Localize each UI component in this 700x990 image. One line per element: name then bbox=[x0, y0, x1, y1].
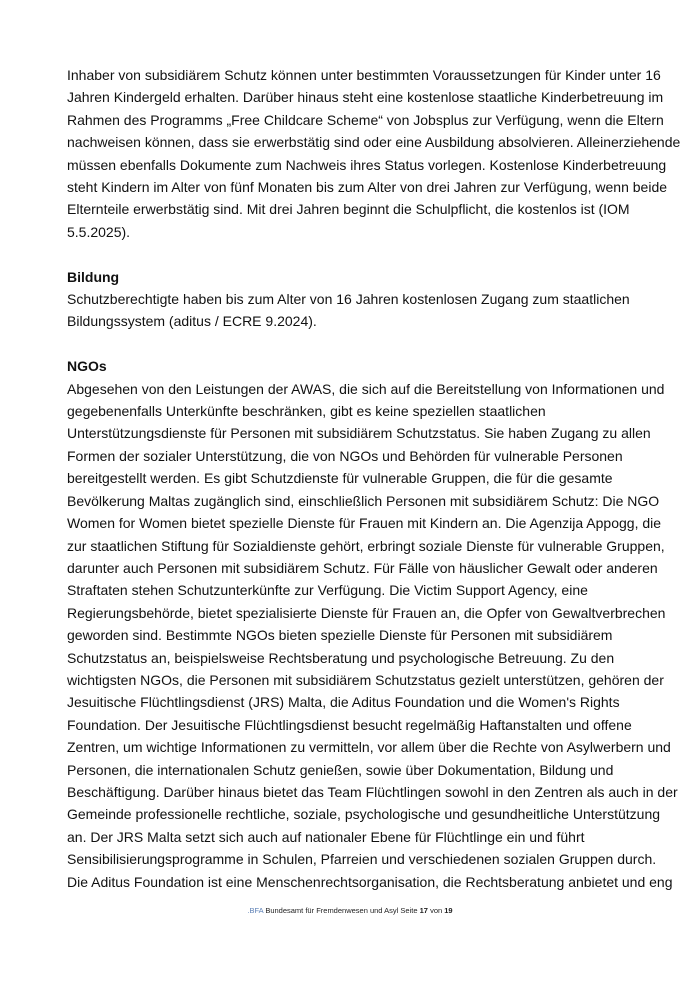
text-line: Sensibilisierungsprogramme in Schulen, Pfarreien und verschiedenen sozialen Gruppen durch. bbox=[67, 851, 657, 868]
document-body bbox=[67, 64, 681, 893]
text-line: Beschäftigung. Darüber hinaus bietet das Team Flüchtlingen sowohl in den Zentren als auch in der bbox=[67, 783, 678, 800]
heading-ngos: NGOs bbox=[67, 358, 107, 375]
text-line: darunter auch Personen mit subsidiärem Schutz. Für Fälle von häuslicher Gewalt oder anderen bbox=[67, 559, 658, 576]
text-line: geworden sind. Bestimmte NGOs bieten spezielle Dienste für Personen mit subsidiärem bbox=[67, 627, 613, 644]
paragraph-ngos bbox=[67, 378, 678, 893]
text-line: Regierungsbehörde, bietet spezialisierte Dienste für Frauen an, die Opfer von Gewaltverbrechen bbox=[67, 604, 666, 621]
heading-bildung: Bildung bbox=[67, 268, 120, 285]
paragraph-childcare bbox=[67, 64, 681, 243]
text-line: Elternteile erwerbstätig sind. Mit drei Jahren beginnt die Schulpflicht, die kostenlos ist (IOM bbox=[67, 201, 630, 218]
text-line: Schutzberechtigte haben bis zum Alter von 16 Jahren kostenlosen Zugang zum staatlichen bbox=[67, 291, 630, 308]
text-line: Gemeinde professionelle rechtliche, soziale, psychologische und gesundheitliche Unterstützung bbox=[67, 806, 661, 823]
text-line: Foundation. Der Jesuitische Flüchtlingsdienst besucht regelmäßig Haftanstalten und offene bbox=[67, 716, 632, 733]
text-line: Women for Women bietet spezielle Dienste für Frauen mit Kindern an. Die Agenzija Appogg, die bbox=[67, 515, 662, 532]
text-line: Straftaten stehen Schutzunterkünfte zur Verfügung. Die Victim Support Agency, eine bbox=[67, 582, 588, 599]
text-line: 5.5.2025). bbox=[67, 223, 131, 240]
text-line: Formen der sozialer Unterstützung, die von NGOs und Behörden für vulnerable Personen bbox=[67, 447, 623, 464]
footer-brand: .BFA bbox=[247, 906, 264, 915]
text-line: bereitgestellt werden. Es gibt Schutzdienste für vulnerable Gruppen, die für die gesamte bbox=[67, 470, 613, 487]
text-line: Inhaber von subsidiärem Schutz können unter bestimmten Voraussetzungen für Kinder unter 16 bbox=[67, 67, 661, 83]
text-line: nachweisen können, dass sie erwerbstätig sind oder eine Ausbildung absolvieren. Alleinerziehende bbox=[67, 134, 681, 151]
footer-org: Bundesamt für Fremdenwesen und Asyl bbox=[265, 906, 399, 915]
text-line: Abgesehen von den Leistungen der AWAS, die sich auf die Bereitstellung von Informationen und bbox=[67, 380, 665, 397]
text-line: Personen, die internationalen Schutz genießen, sowie über Dokumentation, Bildung und bbox=[67, 761, 614, 778]
text-line: Bildungssystem (aditus / ECRE 9.2024). bbox=[67, 313, 317, 330]
text-line: zur staatlichen Stiftung für Sozialdienste gehört, erbringt soziale Dienste für vulnerable Gruppen, bbox=[67, 537, 665, 554]
text-line: müssen ebenfalls Dokumente zum Nachweis ihres Status vorlegen. Kostenlose Kinderbetreuung bbox=[67, 156, 667, 173]
text-line: Unterstützungsdienste für Personen mit subsidiärem Schutzstatus. Sie haben Zugang zu allen bbox=[67, 425, 651, 442]
text-line: wichtigsten NGOs, die Personen mit subsidiärem Schutzstatus gezielt unterstützen, gehören der bbox=[67, 671, 664, 688]
text-line: Zentren, um wichtige Informationen zu vermitteln, vor allem über die Rechte von Asylwerbern und bbox=[67, 739, 671, 756]
text-line: Die Aditus Foundation ist eine Menschenrechtsorganisation, die Rechtsberatung anbietet und eng bbox=[67, 873, 673, 890]
text-line: an. Der JRS Malta setzt sich auch auf nationaler Ebene für Flüchtlinge ein und führt bbox=[67, 828, 585, 845]
footer-page-total: 19 bbox=[444, 906, 453, 915]
footer-page-number: 17 bbox=[419, 906, 428, 915]
paragraph-bildung bbox=[67, 288, 647, 333]
text-line: Rahmen des Programms „Free Childcare Scheme“ von Jobsplus zur Verfügung, wenn die Eltern bbox=[67, 111, 664, 128]
text-line: gegebenenfalls Unterkünfte beschränken, gibt es keine speziellen staatlichen bbox=[67, 403, 546, 420]
text-line: Jahren Kindergeld erhalten. Darüber hinaus steht eine kostenlose staatliche Kinderbetreuung im bbox=[67, 89, 664, 106]
footer-of-label: von bbox=[430, 906, 443, 915]
page-footer bbox=[0, 906, 700, 915]
text-line: Bevölkerung Maltas zugänglich sind, einschließlich Personen mit subsidiärem Schutz: Die NGO bbox=[67, 492, 660, 509]
text-line: Jesuitische Flüchtlingsdienst (JRS) Malta, die Aditus Foundation und die Women's Rights bbox=[67, 694, 620, 711]
footer-page-label: Seite bbox=[400, 906, 418, 915]
text-line: Schutzstatus an, beispielsweise Rechtsberatung und psychologische Betreuung. Zu den bbox=[67, 649, 615, 666]
text-line: steht Kindern im Alter von fünf Monaten bis zum Alter von drei Jahren zur Verfügung, wenn beide bbox=[67, 179, 668, 196]
